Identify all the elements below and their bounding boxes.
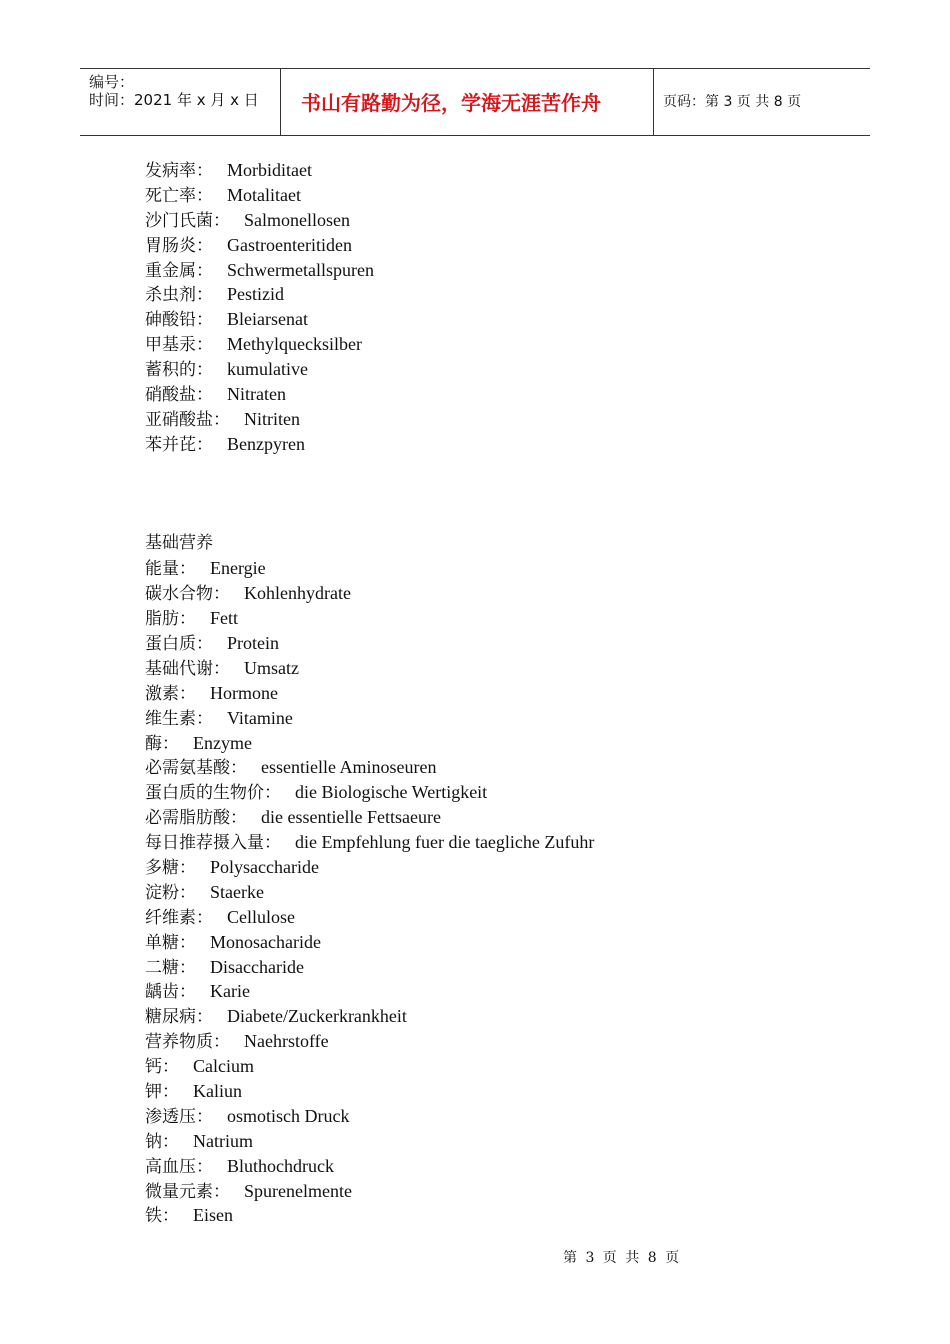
vocab-entry	[145, 681, 845, 706]
header-page-cell	[654, 69, 870, 135]
term-de: die Biologische Wertigkeit	[295, 782, 488, 803]
term-de: Salmonellosen	[244, 209, 350, 230]
term-zh: 渗透压：	[145, 1106, 213, 1127]
term-de: Hormone	[210, 682, 278, 703]
term-zh: 亚硝酸盐：	[145, 409, 230, 430]
term-de: Karie	[210, 981, 250, 1002]
footer-page-number: 第 3 页 共 8 页	[563, 1250, 682, 1266]
term-zh: 沙门氏菌：	[145, 210, 230, 231]
term-de: Protein	[227, 632, 279, 653]
vocab-entry	[145, 706, 845, 731]
term-zh: 营养物质：	[145, 1032, 230, 1053]
term-zh: 死亡率：	[145, 185, 213, 206]
term-de: Nitriten	[244, 408, 300, 429]
term-de: Natrium	[193, 1130, 253, 1151]
term-zh: 多糖：	[145, 857, 196, 878]
term-zh: 能量：	[145, 559, 196, 580]
term-de: Gastroenteritiden	[227, 234, 352, 255]
term-zh: 胃肠炎：	[145, 235, 213, 256]
vocab-section-1	[145, 158, 845, 457]
vocab-entry	[145, 357, 845, 382]
term-de: die essentielle Fettsaeure	[261, 807, 441, 828]
vocab-entry	[145, 1203, 845, 1228]
vocab-entry	[145, 1154, 845, 1179]
vocab-entry	[145, 556, 845, 581]
vocab-entry	[145, 1004, 845, 1029]
section-title: 基础营养	[145, 533, 213, 554]
term-zh: 钠：	[145, 1131, 179, 1152]
term-zh: 二糖：	[145, 957, 196, 978]
term-zh: 蛋白质的生物价：	[145, 783, 281, 804]
term-zh: 硝酸盐：	[145, 385, 213, 406]
term-zh: 蓄积的：	[145, 360, 213, 381]
term-de: Kohlenhydrate	[244, 583, 351, 604]
term-de: Enzyme	[193, 732, 252, 753]
vocab-entry	[145, 307, 845, 332]
vocabulary-content	[145, 158, 845, 1228]
header-meta-cell	[80, 69, 281, 135]
term-de: Vitamine	[227, 707, 293, 728]
term-de: Schwermetallspuren	[227, 259, 374, 280]
term-zh: 微量元素：	[145, 1181, 230, 1202]
term-zh: 铁：	[145, 1206, 179, 1227]
term-zh: 激素：	[145, 683, 196, 704]
term-zh: 每日推荐摄入量：	[145, 833, 281, 854]
term-zh: 重金属：	[145, 260, 213, 281]
term-zh: 纤维素：	[145, 907, 213, 928]
vocab-entry	[145, 731, 845, 756]
term-de: Calcium	[193, 1056, 254, 1077]
vocab-entry	[145, 880, 845, 905]
term-zh: 蛋白质：	[145, 633, 213, 654]
term-zh: 发病率：	[145, 161, 213, 181]
term-de: Energie	[210, 558, 266, 579]
vocab-entry	[145, 233, 845, 258]
term-de: Fett	[210, 608, 239, 629]
term-zh: 必需氨基酸：	[145, 758, 247, 779]
vocab-entry	[145, 1104, 845, 1129]
vocab-entry	[145, 1054, 845, 1079]
vocab-entry	[145, 780, 845, 805]
term-de: Diabete/Zuckerkrankheit	[227, 1006, 407, 1027]
term-de: Benzpyren	[227, 433, 305, 454]
vocab-entry	[145, 1129, 845, 1154]
term-de: Umsatz	[244, 657, 299, 678]
term-de: osmotisch Druck	[227, 1105, 350, 1126]
vocab-section-2	[145, 556, 845, 1228]
vocab-entry	[145, 656, 845, 681]
term-zh: 杀虫剂：	[145, 285, 213, 306]
term-zh: 单糖：	[145, 932, 196, 953]
term-de: Spurenelmente	[244, 1180, 352, 1201]
date-label: 时间：2021 年 x 月 x 日	[89, 91, 259, 109]
term-zh: 龋齿：	[145, 982, 196, 1003]
vocab-entry	[145, 258, 845, 283]
vocab-entry	[145, 1029, 845, 1054]
vocab-entry	[145, 282, 845, 307]
term-zh: 碳水合物：	[145, 584, 230, 605]
term-de: Polysaccharide	[210, 856, 319, 877]
term-de: Morbiditaet	[227, 160, 312, 180]
term-zh: 甲基汞：	[145, 335, 213, 356]
vocab-entry	[145, 407, 845, 432]
vocab-entry	[145, 158, 845, 183]
header-motto-cell	[281, 69, 654, 135]
term-zh: 维生素：	[145, 708, 213, 729]
term-de: essentielle Aminoseuren	[261, 757, 437, 778]
vocab-entry	[145, 905, 845, 930]
term-zh: 基础代谢：	[145, 658, 230, 679]
term-de: Pestizid	[227, 284, 284, 305]
vocab-entry	[145, 183, 845, 208]
term-de: Disaccharide	[210, 956, 304, 977]
term-de: Staerke	[210, 881, 264, 902]
term-de: Motalitaet	[227, 184, 301, 205]
term-zh: 钙：	[145, 1057, 179, 1078]
term-de: Monosacharide	[210, 931, 321, 952]
term-de: Eisen	[193, 1205, 233, 1226]
term-de: Bleiarsenat	[227, 309, 308, 330]
number-label: 编号：	[89, 73, 135, 91]
page-header	[80, 68, 870, 136]
term-de: die Empfehlung fuer die taegliche Zufuhr	[295, 832, 595, 853]
vocab-entry	[145, 382, 845, 407]
vocab-entry	[145, 979, 845, 1004]
term-zh: 必需脂肪酸：	[145, 808, 247, 829]
term-zh: 脂肪：	[145, 609, 196, 630]
term-de: Naehrstoffe	[244, 1031, 329, 1052]
vocab-entry	[145, 830, 845, 855]
motto: 书山有路勤为径，学海无涯苦作舟	[301, 91, 601, 115]
vocab-entry	[145, 955, 845, 980]
vocab-entry	[145, 930, 845, 955]
vocab-entry	[145, 1079, 845, 1104]
term-de: Bluthochdruck	[227, 1155, 334, 1176]
term-de: Methylquecksilber	[227, 334, 362, 355]
term-zh: 砷酸铅：	[145, 310, 213, 331]
section-gap	[145, 457, 845, 532]
term-zh: 苯并芘：	[145, 434, 213, 455]
term-de: Nitraten	[227, 384, 286, 405]
term-zh: 钾：	[145, 1081, 179, 1102]
vocab-entry	[145, 631, 845, 656]
vocab-entry	[145, 432, 845, 457]
vocab-entry	[145, 332, 845, 357]
vocab-entry	[145, 1179, 845, 1204]
vocab-entry	[145, 855, 845, 880]
term-zh: 淀粉：	[145, 882, 196, 903]
term-zh: 高血压：	[145, 1156, 213, 1177]
term-de: Kaliun	[193, 1080, 242, 1101]
vocab-entry	[145, 805, 845, 830]
vocab-entry	[145, 581, 845, 606]
vocab-entry	[145, 755, 845, 780]
page-code: 页码：第 3 页 共 8 页	[663, 94, 802, 110]
vocab-entry	[145, 606, 845, 631]
term-zh: 酶：	[145, 733, 179, 754]
term-de: Cellulose	[227, 906, 295, 927]
term-de: kumulative	[227, 359, 308, 380]
term-zh: 糖尿病：	[145, 1007, 213, 1028]
vocab-entry	[145, 208, 845, 233]
